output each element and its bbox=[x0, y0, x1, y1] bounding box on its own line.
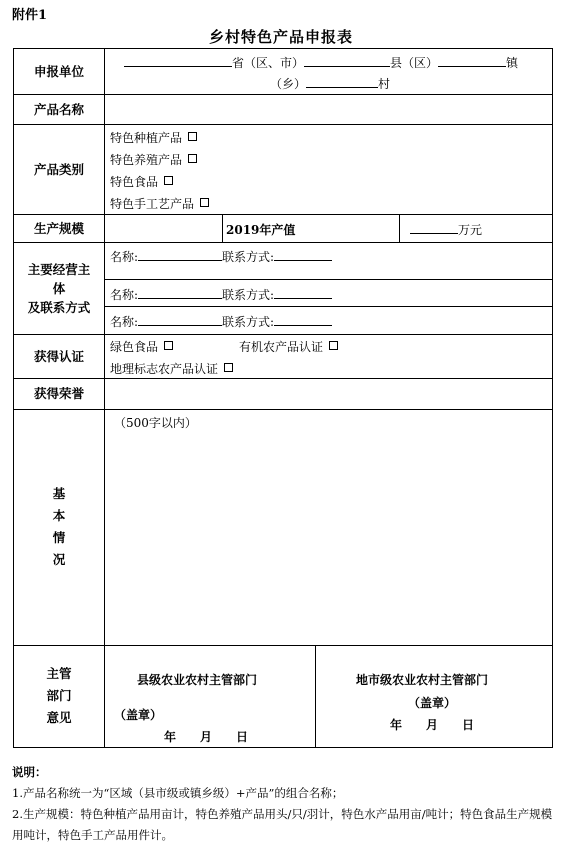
category-option[interactable] bbox=[110, 151, 197, 168]
checkbox[interactable] bbox=[164, 176, 173, 185]
certification-option-label: 有机农产品认证 bbox=[239, 340, 324, 354]
basic-info-label-char: 本 bbox=[52, 508, 66, 523]
application-form bbox=[13, 48, 553, 748]
scale-field[interactable] bbox=[105, 215, 221, 242]
name-label: 名称: bbox=[110, 250, 139, 264]
output-label: 2019年产值 bbox=[226, 223, 296, 237]
product-name-field[interactable] bbox=[105, 95, 552, 124]
city-authority-title: 地市级农业农村主管部门 bbox=[356, 673, 489, 687]
checkbox[interactable] bbox=[200, 198, 209, 207]
unit-label: 申报单位 bbox=[33, 64, 84, 79]
output-value bbox=[410, 221, 482, 238]
form-title: 乡村特色产品申报表 bbox=[208, 28, 353, 46]
unit-address-line2 bbox=[270, 75, 390, 92]
product-name-label: 产品名称 bbox=[33, 101, 84, 117]
basic-info-label bbox=[14, 409, 104, 645]
contact-field[interactable] bbox=[274, 248, 332, 261]
checkbox[interactable] bbox=[188, 132, 197, 141]
operator-entry bbox=[110, 248, 332, 265]
name-field[interactable] bbox=[138, 248, 222, 261]
unit-address-line1 bbox=[124, 54, 518, 71]
checkbox[interactable] bbox=[164, 341, 173, 350]
category-option-label: 特色养殖产品 bbox=[110, 153, 183, 167]
certification-label: 获得认证 bbox=[33, 348, 84, 364]
certification-option[interactable] bbox=[110, 338, 173, 355]
province-label: 省（区、市） bbox=[232, 56, 305, 70]
category-option[interactable] bbox=[110, 129, 197, 146]
category-option-label: 特色食品 bbox=[110, 175, 159, 189]
contact-label: 联系方式: bbox=[222, 288, 275, 302]
note-item: 2.生产规模：特色种植产品用亩计，特色养殖产品用头/只/羽计，特色水产品用亩/吨计；特色食品生产规模用吨计，特色手工产品用件计。 bbox=[12, 807, 553, 842]
county-seal: （盖章） bbox=[114, 708, 163, 722]
honors-label: 获得荣誉 bbox=[33, 386, 84, 401]
category-option[interactable] bbox=[110, 173, 173, 190]
notes-heading: 说明： bbox=[12, 765, 47, 779]
cell-divider bbox=[315, 645, 316, 747]
county-authority-title: 县级农业农村主管部门 bbox=[137, 673, 258, 687]
row-divider bbox=[104, 306, 552, 307]
operator-label-line: 体 bbox=[52, 280, 66, 296]
authority-label-line: 意见 bbox=[46, 710, 72, 725]
cell-divider bbox=[222, 214, 223, 242]
certification-option[interactable] bbox=[110, 360, 233, 377]
category-option-label: 特色种植产品 bbox=[110, 131, 183, 145]
basic-info-field[interactable] bbox=[105, 431, 552, 644]
cell-divider bbox=[399, 214, 400, 242]
output-field[interactable] bbox=[410, 221, 458, 234]
operator-entry bbox=[110, 313, 332, 330]
city-seal: （盖章） bbox=[408, 696, 457, 710]
notes bbox=[12, 762, 554, 846]
note-item: 1.产品名称统一为“区域（县市级或镇乡级）+产品”的组合名称； bbox=[12, 786, 344, 800]
output-unit: 万元 bbox=[458, 223, 483, 237]
scale-label: 生产规模 bbox=[33, 220, 84, 236]
town-field[interactable] bbox=[438, 54, 506, 67]
operator-label-line: 及联系方式 bbox=[27, 299, 91, 315]
authority-label-line: 部门 bbox=[46, 688, 72, 703]
authority-label bbox=[14, 645, 104, 747]
basic-info-hint: （500字以内） bbox=[114, 416, 197, 430]
operator-entry bbox=[110, 286, 332, 303]
checkbox[interactable] bbox=[329, 341, 338, 350]
certification-option[interactable] bbox=[239, 338, 338, 355]
operator-label-line: 主要经营主 bbox=[27, 261, 91, 277]
county-field[interactable] bbox=[304, 54, 390, 67]
province-field[interactable] bbox=[124, 54, 232, 67]
contact-field[interactable] bbox=[274, 313, 332, 326]
village-label: 村 bbox=[378, 77, 391, 91]
city-date: 年 月 日 bbox=[390, 718, 475, 732]
attachment-label: 附件1 bbox=[12, 8, 48, 23]
name-label: 名称: bbox=[110, 315, 139, 329]
county-label: 县（区） bbox=[390, 56, 439, 70]
certification-option-label: 绿色食品 bbox=[110, 340, 159, 354]
operator-label bbox=[14, 242, 104, 334]
name-field[interactable] bbox=[138, 313, 222, 326]
basic-info-label-char: 况 bbox=[52, 552, 66, 567]
contact-label: 联系方式: bbox=[222, 315, 275, 329]
honors-field[interactable] bbox=[105, 379, 552, 409]
authority-label-line: 主管 bbox=[46, 666, 72, 681]
contact-field[interactable] bbox=[274, 286, 332, 299]
name-label: 名称: bbox=[110, 288, 139, 302]
category-option-label: 特色手工艺产品 bbox=[110, 197, 195, 211]
village-field[interactable] bbox=[306, 75, 378, 88]
county-date: 年 月 日 bbox=[164, 730, 249, 744]
checkbox[interactable] bbox=[188, 154, 197, 163]
basic-info-label-char: 基 bbox=[52, 486, 66, 501]
certification-option-label: 地理标志农产品认证 bbox=[110, 362, 219, 376]
row-divider bbox=[104, 279, 552, 280]
town-label: 镇 bbox=[506, 56, 519, 70]
category-option[interactable] bbox=[110, 195, 209, 212]
township-label: （乡） bbox=[270, 77, 307, 91]
contact-label: 联系方式: bbox=[222, 250, 275, 264]
checkbox[interactable] bbox=[224, 363, 233, 372]
basic-info-label-char: 情 bbox=[52, 530, 66, 545]
category-label: 产品类别 bbox=[33, 161, 84, 177]
name-field[interactable] bbox=[138, 286, 222, 299]
